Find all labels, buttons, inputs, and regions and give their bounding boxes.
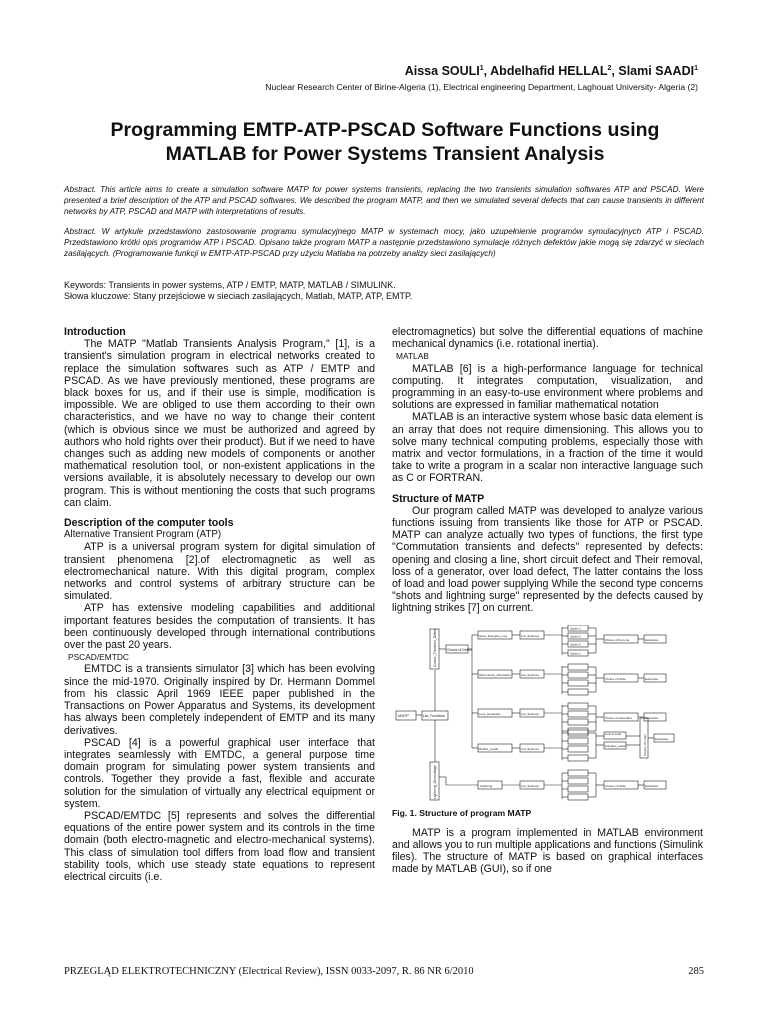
paragraph: Our program called MATP was developed to analyze various functions issuing from transients like those for ATP or PSCAD. MATP can analyze actually two types of functions, the first type "Commutation transients and defects" represented by defects: opening and closing a line, short circuit defect and Their removal, loss of a generator, over load defect, The latter contains the loss of load and load power supplying While the second type concerns "shots and lightning surge" represented by the defects caused by lightning strikes [7] on current. <box>392 504 703 615</box>
paragraph: The MATP "Matlab Transients Analysis Program," [1], is a transient's simulation program in electrical networks created to replace the simulation softwares such as ATP / EMTP and PSCAD. As we have previously mentioned, these programs are black boxes for us, and if their use is simple, modification is impossible. We are obliged to use them according to their own characteristics, and we have no way to change their content (which is obvious since we must be authorized and agreed by authors who hold rights over their product). But if we need to have changes such as adding new models of components or another mathematical resolution tool, or non-existent applications in the versions available, it is absolutely necessary to develop our own program. This is without mentioning the costs that such programs can claim. <box>64 338 375 509</box>
paragraph: MATLAB [6] is a high-performance language for technical computing. It integrates computation, visualization, and programming in an easy-to-use environment where problems and solutions are expressed in familiar mathematical notation <box>392 362 703 412</box>
keywords-english: Keywords: Transients in power systems, ATP / EMTP, MATP, MATLAB / SIMULINK. <box>64 280 396 290</box>
subsection-heading: Alternative Transient Program (ATP) <box>64 529 222 541</box>
diagram-label: Loss_Generator <box>479 711 501 716</box>
figure-caption: Fig. 1. Structure of program MATP <box>392 807 532 818</box>
diagram-label: List_Systems <box>521 672 539 677</box>
paragraph: EMTDC is a transients simulator [3] which has been evolving since the mid-1970. Originally inspired by Dr. Hermann Dommel from his classic April 1969 IEEE paper published in the Transactions on Power Apparatus and Systems, its development has always been completely independent of EMTP and its many derivatives. <box>64 663 375 737</box>
author-affil-mark: 1 <box>694 64 698 72</box>
left-column <box>64 326 375 883</box>
paragraph: PSCAD [4] is a powerful graphical user interface that integrates seamlessly with EMTDC, a general purpose time domain program for simulating power system transients and controls. Together they provide a fast, flexible and accurate solution for the simulation of virtually any electrical equipment or system. <box>64 736 375 810</box>
paragraph: MATP is a program implemented in MATLAB environment and allows you to run multiple applications and functions (Simulink files). The structure of MATP is based on graphical interfaces made by MATLAB (GUI), so if one <box>392 826 703 876</box>
author-line: Aissa SOULI$^1$, Abdelhafid HELLAL$^2$, Slami SAADI$^1$ <box>404 64 698 78</box>
right-column <box>392 326 703 876</box>
diagram-label: Examples <box>645 637 659 642</box>
author-name: Slami SAADI <box>618 64 695 78</box>
paragraph: ATP has extensive modeling capabilities and additional important features besides the computation of transients. It has been continuously developed through international contributions over the past 20 years. <box>64 602 375 652</box>
section-heading: Introduction <box>64 326 126 338</box>
journal-citation: PRZEGLĄD ELEKTROTECHNICZNY (Electrical Review), ISSN 0033-2097, R. 86 NR 6/2010 <box>64 966 474 977</box>
diagram-label: Examples <box>645 676 659 681</box>
diagram-label: Lightning <box>480 783 493 788</box>
diagram-label: Choice of Generator <box>605 715 633 720</box>
subsection-heading: MATLAB <box>396 351 429 362</box>
diagram-label: List_Systems <box>521 783 539 788</box>
paragraph: MATLAB is an interactive system whose basic data element is an array that does not require dimensioning. This allows you to solve many technical computing problems, especially those with matrix and vector formulations, in a fraction of the time it would take to write a program in a scalar non interactive language such as C or FORTRAN. <box>392 411 703 485</box>
figure-matp-structure <box>392 625 703 803</box>
diagram-label: List_Systems <box>521 711 539 716</box>
diagram-label: Examples <box>645 783 659 788</box>
diagram-label: Energize_Loads <box>605 743 626 748</box>
diagram-label: Short circuit_elimination <box>479 672 511 677</box>
diagram-label: System 2 <box>570 635 581 639</box>
paragraph: PSCAD/EMTDC [5] represents and solves the differential equations of the entire power system and its controls in the time domain (both electro-magnetic and electro-mechanical systems). This class of simulation tool differs from load flow and transient stability tools, which use steady state equations to represent electrical circuits (i.e. <box>64 809 375 883</box>
subsection-heading: PSCAD/EMTDC <box>68 652 129 663</box>
diagram-label: List_Systems <box>521 633 539 638</box>
author-name: Abdelhafid HELLAL <box>490 64 608 78</box>
diagram-label: List_Systems <box>521 746 539 751</box>
diagram-label: Choice of the Line <box>605 637 630 642</box>
diagram-label: List_Functions <box>423 713 445 718</box>
abstract-polish: Abstract. W artykule przedstawiono zastosowanie programu symulacyjnego MATP w systemach mocy, jako uzupełnienie programów symulacyjnych ATP i PSCAD. Przedstawiono krótki opis programów ATP i PSCAD. Opisano także program MATP a następnie przedstawiono symulacje różnych defektów jakie mogą się zdarzyć w sieciach zasilających. (Programowanie funkcji w EMTP-ATP-PSCAD przy użyciu Matlaba na potrzeby analizy sieci zasilających) <box>64 227 704 258</box>
paragraph: ATP is a universal program system for digital simulation of transient phenomena [2].of electromagnetic as well as electromechanical nature. With this digital program, complex networks and control systems of arbitrary structure can be simulated. <box>64 541 375 603</box>
diagram-label: MATP <box>398 712 409 718</box>
diagram-label: Choice of Defect <box>447 647 473 652</box>
diagram-label: Choice of Node <box>605 783 626 788</box>
author-name: Aissa SOULI <box>404 64 480 78</box>
diagram-label: Comm._Transient_Defect <box>433 628 437 667</box>
title-line: Programming EMTP-ATP-PSCAD Software Functions using <box>110 119 660 141</box>
diagram-label: Lightning_Overvoltage <box>433 764 437 799</box>
section-heading: Description of the computer tools <box>64 517 234 530</box>
diagram-label: Realist_Loads <box>479 746 499 751</box>
keywords-polish: Słowa kluczowe: Stany przejściowe w sieciach zasilających, Matlab, MATP, ATP, EMTP. <box>64 291 413 301</box>
affiliation: Nuclear Research Center of Birine-Algeria (1), Electrical engineering Department, Laghouat University- Algeria (2) <box>265 82 698 92</box>
paragraph: electromagnetics) but solve the differential equations of machine mechanical dynamics (i.e. rotational inertia). <box>392 326 703 351</box>
page-footer <box>64 966 704 977</box>
paper-title <box>80 118 690 166</box>
section-heading: Structure of MATP <box>392 492 485 505</box>
diagram-label: System 1 <box>570 627 581 631</box>
diagram-label: Choice of Node <box>605 676 626 681</box>
diagram-svg <box>392 625 703 803</box>
diagram-label: Choice of Loads <box>643 733 647 756</box>
abstract-english: Abstract. This article aims to create a simulation software MATP for power systems transients, replacing the two transients simulation softwares ATP and PSCAD. Were presented a brief description of the ATP and PSCAD softwares. We described the program MATP, and then we simulated several defects that can cause transients in different networks by ATP, PSCAD and MATP with interpretations of results. <box>64 185 704 216</box>
title-line: MATLAB for Power Systems Transient Analysis <box>165 143 605 165</box>
diagram-label: Loss of Load <box>605 731 622 736</box>
diagram-label: System 3 <box>570 643 581 647</box>
diagram-label: Examples <box>655 736 669 741</box>
author-affil-mark: 2 <box>607 64 612 72</box>
diagram-label: Examples <box>645 715 659 720</box>
diagram-label: System n <box>570 652 581 656</box>
diagram-label: Open_Energize_Line <box>479 633 508 638</box>
author-affil-mark: 1 <box>479 64 484 72</box>
page-number: 285 <box>688 966 704 977</box>
